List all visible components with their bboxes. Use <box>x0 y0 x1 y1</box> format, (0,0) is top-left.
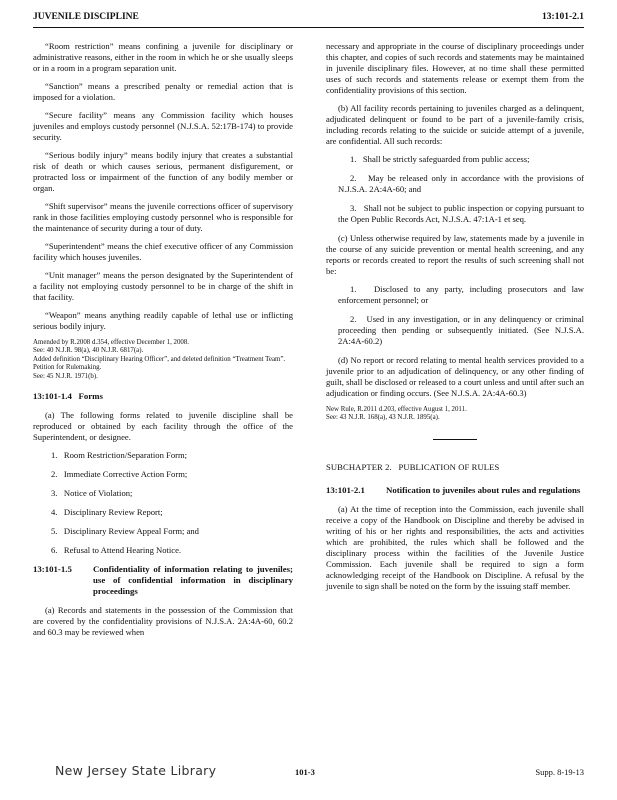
subchapter-heading: SUBCHAPTER 2. PUBLICATION OF RULES <box>326 461 500 472</box>
history-note: See: 43 N.J.R. 168(a), 43 N.J.R. 1895(a). <box>326 414 440 422</box>
left-column <box>33 41 293 645</box>
list-item: 2. Used in any investigation, or in any delinquency or criminal proceeding then pending or subsequently initiated. (See N.J.S.A. 2A:4A-60.2) <box>338 314 587 346</box>
definition-superintendent: “Superintendent” means the chief executive officer of any Commission facility which houses juveniles. <box>33 241 293 262</box>
definition-room-restriction: “Room restriction” means confining a juvenile for disciplinary or administrative reasons, either in the room in which he or she usually sleeps or in a room in a program separation unit. <box>33 41 293 73</box>
list-item: 2. May be released only in accordance with the provisions of N.J.S.A. 2A:4A-60; and <box>338 173 587 194</box>
confidentiality-para-a: (a) Records and statements in the possession of the Commission that are covered by the confidentiality provisions of N.J.S.A. 2A:4A-60, 60.2 and 60.3 may be reviewed when <box>33 605 293 638</box>
header-title: JUVENILE DISCIPLINE <box>33 12 139 22</box>
list-item: 4. Disciplinary Review Report; <box>51 507 163 518</box>
para-b-list <box>326 154 587 225</box>
list-item: 3. Shall not be subject to public inspection or copying pursuant to the Open Public Records Act, N.J.S.A. 47:1A-1 et seq. <box>338 203 587 224</box>
para-c-list <box>326 284 587 347</box>
history-notes <box>326 406 584 423</box>
section-number: 13:101-1.5 <box>33 564 72 575</box>
history-note: New Rule, R.2011 d.203, effective August 1, 2011. <box>326 406 467 413</box>
history-note: See: 40 N.J.R. 98(a), 40 N.J.R. 6817(a). <box>33 347 144 355</box>
header-rule <box>33 27 584 28</box>
history-note: Amended by R.2008 d.354, effective December 1, 2008. <box>33 339 190 346</box>
definition-shift-supervisor: “Shift supervisor” means the juvenile corrections officer of supervisory rank in those facilities employing custody personnel who is responsible for the maintenance of security during a tour of duty. <box>33 201 293 233</box>
section-number: 13:101-2.1 <box>326 484 365 495</box>
history-note: See: 45 N.J.R. 1971(b). <box>33 372 98 380</box>
definition-unit-manager: “Unit manager” means the person designated by the Superintendent of a facility not employing custody personnel to be in charge of the shift in that facility. <box>33 270 293 302</box>
list-item: 3. Notice of Violation; <box>51 488 133 499</box>
running-header <box>33 12 584 28</box>
history-note: Petition for Rulemaking. <box>33 364 102 372</box>
definition-weapon: “Weapon” means anything readily capable of lethal use or inflicting serious bodily injury. <box>33 310 293 331</box>
forms-intro: (a) The following forms related to juvenile discipline shall be reproduced or obtained by each facility through the office of the Superintendent, or designee. <box>33 410 293 443</box>
section-divider <box>433 439 477 440</box>
right-column <box>326 41 587 599</box>
definition-serious-bodily-injury: “Serious bodily injury” means bodily injury that creates a substantial risk of death or which causes serious, permanent disfigurement, or protracted loss or impairment of the function of any bodily member or organ. <box>33 150 293 193</box>
library-watermark: New Jersey State Library <box>55 763 217 778</box>
list-item: 2. Immediate Corrective Action Form; <box>51 469 188 480</box>
page-number: 101-3 <box>295 767 315 777</box>
definition-secure-facility: “Secure facility” means any Commission facility which houses juveniles and employs custody personnel (N.J.S.A. 52:17B-174) to provide security. <box>33 110 293 142</box>
list-item: 1. Room Restriction/Separation Form; <box>51 450 188 461</box>
confidentiality-para-a-continued: necessary and appropriate in the course of disciplinary proceedings under this chapter, and copies of such records and statements may be maintained in juvenile disciplinary files. However, at no time shall these permitted uses of such records and statements release or exempt them from the confidentiality provisions of this section. <box>326 41 584 95</box>
section-title: Notification to juveniles about rules and regulations <box>386 484 581 495</box>
list-item: 1. Shall be strictly safeguarded from public access; <box>350 154 530 164</box>
definition-sanction: “Sanction” means a prescribed penalty or remedial action that is imposed for a violation. <box>33 81 293 102</box>
history-notes <box>33 339 293 381</box>
confidentiality-para-b: (b) All facility records pertaining to juveniles charged as a delinquent, adjudicated delinquent or found to be part of a juvenile-family crisis, including records relating to the suicide or suicide attempt of a juvenile, are confidential. All such records: <box>326 103 584 146</box>
confidentiality-para-c: (c) Unless otherwise required by law, statements made by a juvenile in the course of any suicide prevention or mental health screening, and any reports or records created to report the results of such screening shall not be: <box>326 233 584 276</box>
section-heading-forms: 13:101-1.4 Forms <box>33 391 103 402</box>
section-heading-confidentiality <box>33 564 293 597</box>
confidentiality-para-d: (d) No report or record relating to mental health services provided to a juvenile prior to an adjudication of delinquency, or any other finding of guilt, shall be disclosed or released to a court unless and until after such an adjudication or finding occurs. (See N.J.S.A. 2A:4A-60.3) <box>326 355 584 398</box>
history-note: Added definition “Disciplinary Hearing Officer”, and deleted definition “Treatment Team”. <box>33 355 286 363</box>
supplement-date: Supp. 8-19-13 <box>535 767 584 777</box>
header-section-number: 13:101-2.1 <box>542 12 584 22</box>
notification-para-a: (a) At the time of reception into the Commission, each juvenile shall receive a copy of the Handbook on Discipline and thereby be advised in writing of his or her rights and responsibilities, the acts and activities which are prohibited, the rules which shall be followed and the disciplinary process within the facilities of the Juvenile Justice Commission. Each juvenile shall be required to sign a form acknowledging receipt of the Handbook on Discipline. A refusal by the juvenile to sign shall be noted on the form by the issuing staff member. <box>326 503 584 591</box>
section-title: Confidentiality of information relating to juveniles; use of confidential information in disciplinary proceedings <box>93 564 293 597</box>
list-item: 6. Refusal to Attend Hearing Notice. <box>51 545 182 556</box>
list-item: 1. Disclosed to any party, including prosecutors and law enforcement personnel; or <box>338 284 587 305</box>
page-footer <box>33 765 584 785</box>
forms-list <box>33 450 293 556</box>
list-item: 5. Disciplinary Review Appeal Form; and <box>51 526 199 537</box>
section-heading-notification <box>326 485 584 496</box>
